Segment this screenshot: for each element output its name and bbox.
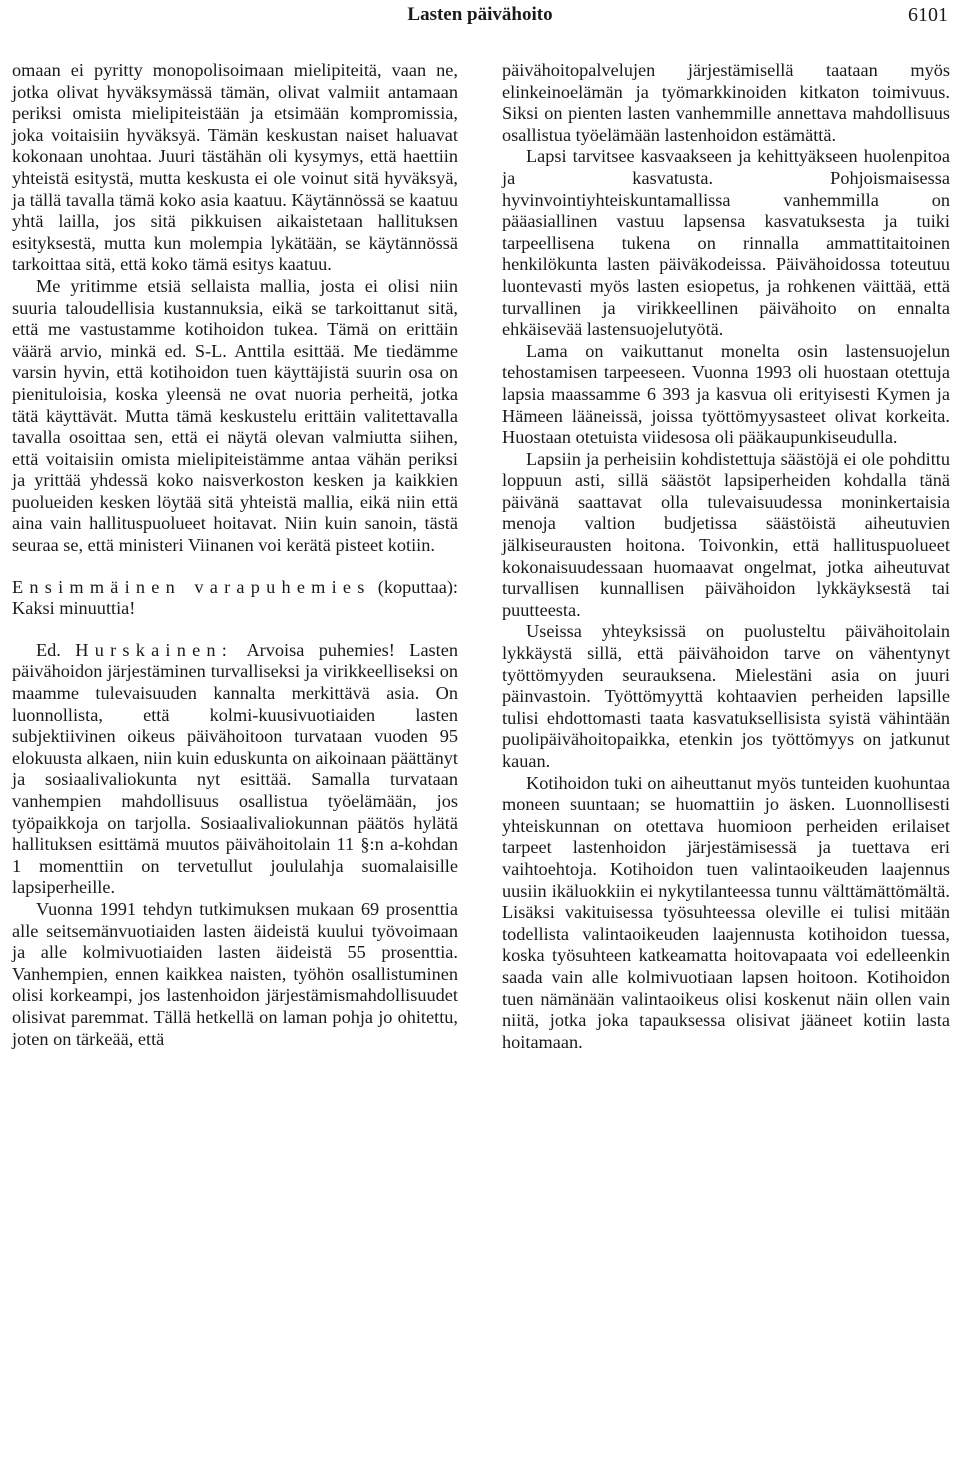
running-title: Lasten päivähoito — [407, 4, 553, 25]
speech-paragraph — [12, 640, 458, 899]
paragraph: päivähoitopalvelujen järjestämisellä taataan myös elinkeinoelämän ja työmarkkinoiden kitkaton toimivuus. Siksi on pienten lasten vanhemmille annettava mahdollisuus osallistua työelämään lastenhoidon estämättä. — [502, 60, 950, 145]
paragraph: Lapsi tarvitsee kasvaakseen ja kehittyäkseen huolenpitoa ja kasvatusta. Pohjoismaisessa hyvinvointiyhteiskuntamallissa vanhemmilla on pääasiallinen vastuu lapsensa kasvatuksesta ja tuiki tarpeellisena tukena on rinnalla ammattitaitoinen henkilökunta lasten päiväkodeissa. Päivähoidossa toteutuu luontevasti myös lasten esiopetus, ja rohkenen väittää, että turvallinen ja virikkeellinen päivähoito on ennalta ehkäisevää lastensuojelutyötä. — [502, 146, 950, 340]
paragraph: Vuonna 1991 tehdyn tutkimuksen mukaan 69 prosenttia alle seitsemänvuotiaiden lasten äideistä kuului työvoimaan ja alle kolmivuotiaiden lasten äideistä 55 prosenttia. Vanhempien, ennen kaikkea naisten, työhön osallistuminen olisi korkeampi, jos lastenhoidon järjestämismahdollisuudet olisivat paremmat. Tällä hetkellä on laman pohja jo ohitettu, joten on tärkeää, että — [12, 898, 458, 1049]
chair-text: (koputtaa): Kaksi minuuttia! — [12, 576, 458, 619]
paragraph: Lama on vaikuttanut monelta osin lastensuojelun tehostamisen tarpeeseen. Vuonna 1993 oli huostaan otettuja lapsia maassamme 6 393 ja kasvua oli erityisesti Kymen ja Hämeen lääneissä, joissa työttömyysasteet olivat korkeita. Huostaan otetuista viidesosa oli pääkaupunkiseudulla. — [502, 340, 950, 448]
paragraph: Useissa yhteyksissä on puolusteltu päivähoitolain lykkäystä sillä, että päivähoidon tarve on vähentynyt työttömyyden seurauksena. Mielestäni asia on juuri päinvastoin. Työttömyyttä kohtaavien perheiden lapsille tulisi ehdottomasti taata kasvatuksellisista syistä vähintään puolipäivähoitopaikka, etenkin jos työttömyys on jatkunut kauan. — [502, 621, 950, 771]
right-column — [502, 60, 950, 1053]
left-column — [12, 60, 458, 1050]
chair-speaker: Ensimmäinen varapuhemies — [12, 576, 371, 597]
page-number: 6101 — [908, 4, 948, 26]
paragraph: Lapsiin ja perheisiin kohdistettuja säästöjä ei ole pohdittu loppuun asti, sillä säästöt lapsiperheiden kohdalla tänä päivänä saattavat olla tulevaisuudessa moninkertaisia menoja valtion budjetissa säästöistä aiheutuvien jälkiseurausten hoitona. Toivonkin, että hallituspuolueet kokonaisuudessaan huomaavat ongelmat, jotka aiheutuvat turvallisen kunnallisen päivähoidon lykkäyksestä tai puutteesta. — [502, 448, 950, 620]
paragraph: Kotihoidon tuki on aiheuttanut myös tunteiden kuohuntaa moneen suuntaan; se huomattiin jo äsken. Luonnollisesti yhteiskunnan on otettava huomioon perheiden erilaiset tarpeet lastenhoidon järjestämisessä ja tuettava eri vaihtoehtoja. Kotihoidon tuen valintaoikeuden laajennus uusiin ikäluokkiin ei nykytilanteessa tunnu välttämättömältä. Lisäksi vakituisessa työsuhteessa oleville ei tulisi mitään todellista valintaoikeuden laajennusta kotihoidon tuessa, koska työsuhteen katkeamatta hoitovapaata voi edelleenkin saada vain alle kolmivuotiaan lapsen hoitoon. Kotihoidon tuen nämänään valintaoikeus olisi koskenut näin ollen vain niitä, jotka joka tapauksessa olisivat jääneet kotiin lasta hoitamaan. — [502, 772, 950, 1052]
paragraph: Me yritimme etsiä sellaista mallia, josta ei olisi niin suuria taloudellisia kustannuksia, eikä se tarkoittanut sitä, että me vastustamme kotihoidon tukea. Tämä on erittäin väärä arvio, minkä ed. S-L. Anttila esittää. Me tiedämme varsin hyvin, että kotihoidon tuen käyttäjistä suurin osa on pienituloisia, koska yleensä ne ovat nuoria perheitä, jotka tätä käyttävät. Mutta tämä keskustelu erittäin valitettavalla tavalla osoittaa sen, että ei näytä olevan valmiutta siihen, että voitaisiin omista mielipiteistämme antaa vähän periksi ja yrittää yhdessä koko naisverkoston kesken ja kaikkien puolueiden kesken löytää sitä yhteistä mallia, eikä niin että aina vain hallituspuolueet hoitavat. Niin kuin sanoin, tästä seuraa se, että ministeri Viinanen voi kerätä pisteet kotiin. — [12, 275, 458, 556]
speech-text: Arvoisa puhemies! Lasten päivähoidon järjestäminen turvalliseksi ja virikkeelliseksi on maamme tulevaisuuden kannalta merkittävä asia. On luonnollista, että kolmi-kuusivuotiaiden lasten subjektiivinen oikeus päivähoitoon turvataan vuoden 95 elokuusta alkaen, niin kuin eduskunta on aikoinaan päättänyt ja sosiaalivaliokunta nyt esittää. Samalla turvataan vanhempien mahdollisuus osallistua työelämään, jos työpaikkoja on tarjolla. Sosiaalivaliokunnan päätös hylätä hallituksen esittämä muutos päivähoitolain 11 §:n a-kohdan 1 momenttiin on tervetullut joululahja suomalaisille lapsiperheille. — [12, 639, 459, 898]
speaker-prefix: Ed. — [36, 639, 61, 660]
chair-interjection — [12, 577, 458, 620]
speaker-name: Hurskainen: — [75, 639, 234, 660]
page-header — [0, 0, 960, 40]
paragraph: omaan ei pyritty monopolisoimaan mielipiteitä, vaan ne, jotka olivat hyväksymässä tämän, olivat valmiit antamaan periksi omista mielipiteistään ja etsimään kompromissia, joka voitaisiin hyväksyä. Tämän keskustan naiset haluavat kokonaan unohtaa. Juuri tästähän oli kysymys, että haettiin yhteistä esitystä, mutta keskusta ei ole voinut sitä hyväksyä, ja tällä tavalla tämä koko asia kaatuu. Käytännössä se kaatuu yhtä lailla, jos sitä pikkuisen aikaistetaan hallituksen esityksestä, mutta kun molempia lykätään, se käytännössä tarkoittaa sitä, että koko tämä esitys kaatuu. — [12, 60, 458, 275]
